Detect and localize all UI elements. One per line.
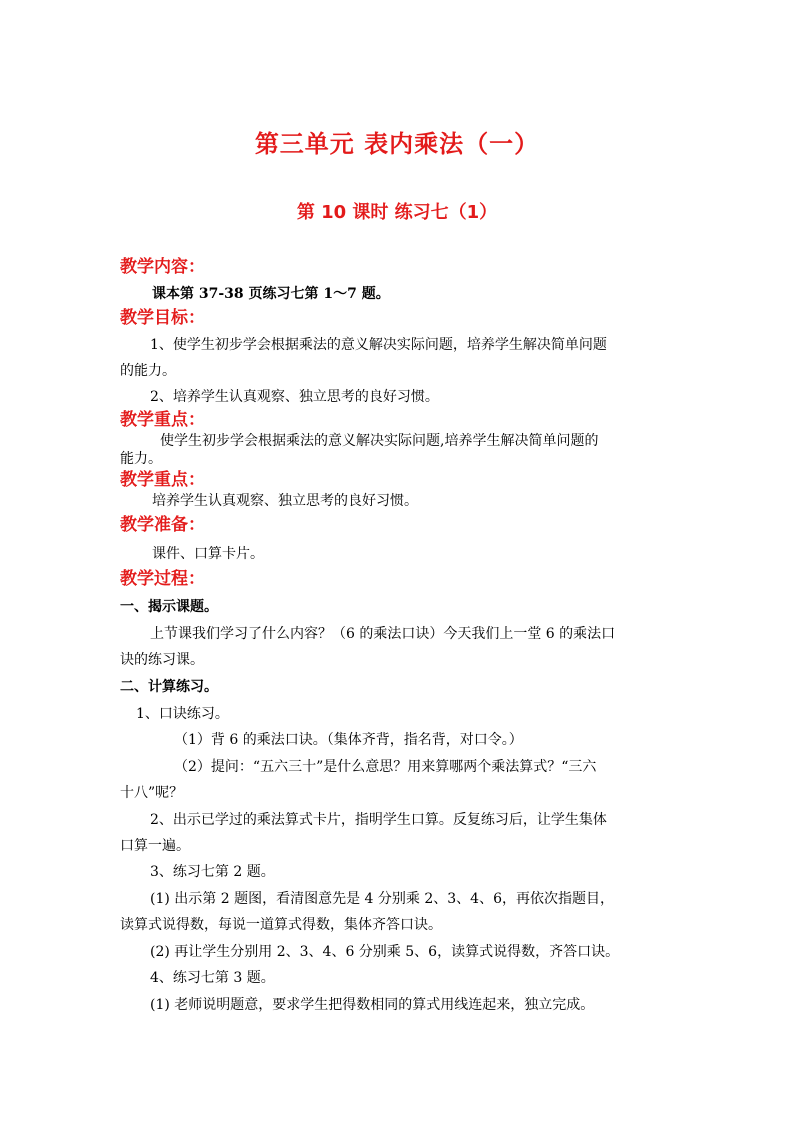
section-2-item-3b: (2) 再让学生分别用 2、3、4、6 分别乘 5、6，读算式说得数，齐答口诀。 (150, 944, 620, 960)
key-points-1-line-2: 能力。 (120, 451, 162, 467)
section-2-item-4: 4、练习七第 3 题。 (150, 970, 275, 986)
section-2-item-2-line-1: 2、出示已学过的乘法算式卡片，指明学生口算。反复练习后，让学生集体 (150, 812, 607, 828)
heading-process: 教学过程： (120, 569, 205, 589)
section-2-item-2-line-2: 口算一遍。 (120, 838, 190, 854)
lesson-subtitle: 第 10 课时 练习七（1） (296, 202, 498, 223)
teaching-content-text: 课本第 37-38 页练习七第 1～7 题。 (152, 286, 390, 302)
section-1-title: 一、揭示课题。 (120, 599, 218, 615)
goal-1-line-1: 1、使学生初步学会根据乘法的意义解决实际问题，培养学生解决简单问题 (150, 337, 607, 353)
section-1-line-1: 上节课我们学习了什么内容？（6 的乘法口诀）今天我们上一堂 6 的乘法口 (150, 626, 616, 642)
section-2-item-1b-line-2: 十八”呢？ (120, 785, 184, 801)
goal-1-line-2: 的能力。 (120, 363, 176, 379)
section-2-item-1: 1、口诀练习。 (136, 706, 229, 722)
section-2-item-4a: (1) 老师说明题意，要求学生把得数相同的算式用线连起来，独立完成。 (150, 997, 595, 1013)
heading-teaching-goals: 教学目标： (120, 308, 205, 328)
section-2-title: 二、计算练习。 (120, 679, 218, 695)
section-2-item-1a: （1）背 6 的乘法口诀。（集体齐背，指名背，对口令。） (174, 732, 523, 748)
unit-title: 第三单元 表内乘法（一） (254, 130, 540, 158)
section-2-item-3a-line-2: 读算式说得数，每说一道算式得数，集体齐答口诀。 (120, 917, 442, 933)
goal-2: 2、培养学生认真观察、独立思考的良好习惯。 (150, 389, 439, 405)
key-points-2-text: 培养学生认真观察、独立思考的良好习惯。 (152, 493, 418, 509)
section-2-item-3: 3、练习七第 2 题。 (150, 864, 275, 880)
heading-teaching-content: 教学内容： (120, 257, 205, 277)
heading-key-points-2: 教学重点： (120, 470, 205, 490)
key-points-1-line-1: 使学生初步学会根据乘法的意义解决实际问题,培养学生解决简单问题的 (160, 433, 599, 449)
heading-key-points-1: 教学重点： (120, 410, 205, 430)
heading-preparation: 教学准备： (120, 515, 205, 535)
preparation-text: 课件、口算卡片。 (152, 546, 264, 562)
section-2-item-1b-line-1: （2）提问：“五六三十”是什么意思？用来算哪两个乘法算式？“三六 (174, 759, 597, 775)
section-1-line-2: 诀的练习课。 (120, 652, 204, 668)
section-2-item-3a-line-1: (1) 出示第 2 题图，看清图意先是 4 分别乘 2、3、4、6，再依次指题目， (150, 891, 614, 907)
